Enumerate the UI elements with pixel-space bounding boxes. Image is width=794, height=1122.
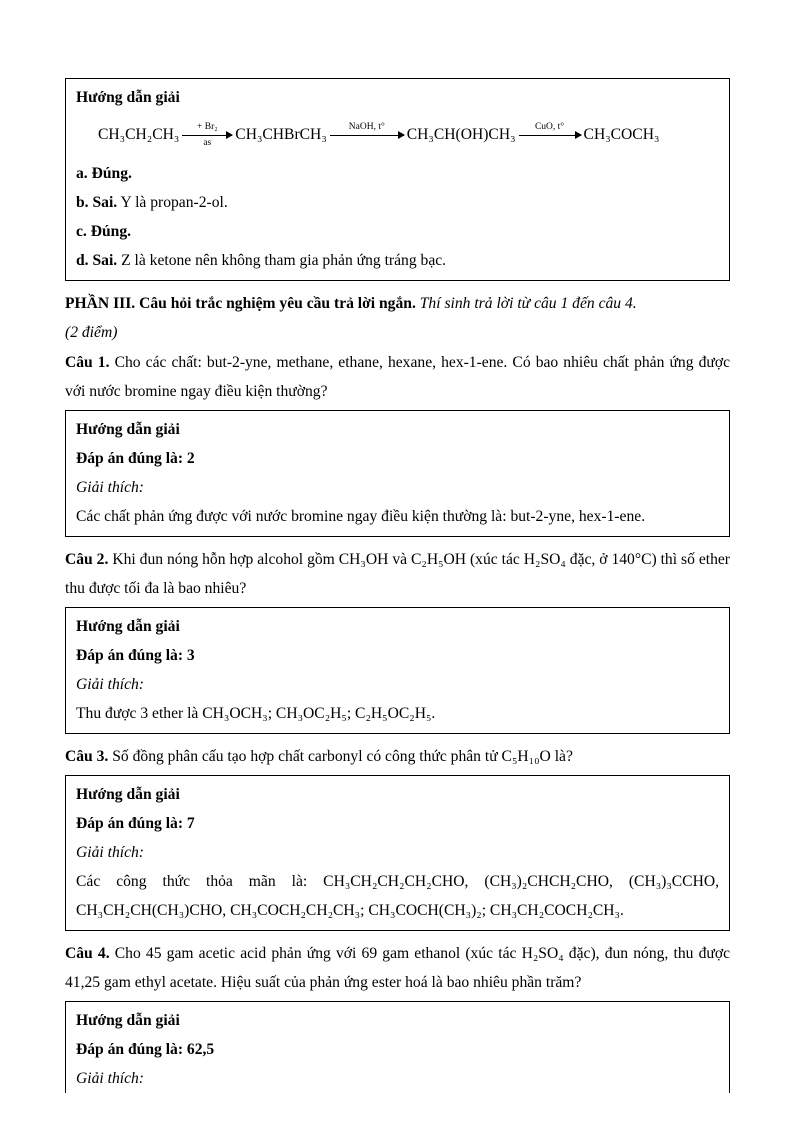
- explain-label: Giải thích:: [76, 1070, 144, 1087]
- solution-answer: Đáp án đúng là: 3: [76, 647, 195, 664]
- chemical-reaction-scheme: [76, 116, 719, 154]
- part-points: (2 điểm): [65, 324, 118, 341]
- solution-answer: Đáp án đúng là: 2: [76, 450, 195, 467]
- question-text: Cho 45 gam acetic acid phản ứng với 69 gam ethanol (xúc tác H₂SO₄ đặc), đun nóng, thu được 41,25 gam ethyl acetate. Hiệu suất của phản ứng ester hoá là bao nhiêu phần trăm?: [65, 945, 730, 991]
- statement-d: [76, 246, 719, 275]
- question-2: [65, 545, 730, 603]
- solution-box-2: [65, 607, 730, 734]
- solution-answer: Đáp án đúng là: 62,5: [76, 1041, 215, 1058]
- solution-box-1: [65, 410, 730, 537]
- solution-title: Hướng dẫn giải: [76, 89, 180, 106]
- arrow-top-label: NaOH, t°: [348, 121, 385, 132]
- formula-acetone: CH₃COCH₃: [583, 126, 660, 143]
- question-1: [65, 348, 730, 406]
- formula-propane: CH₃CH₂CH₃: [98, 126, 180, 143]
- explain-label: Giải thích:: [76, 479, 144, 496]
- solution-title: Hướng dẫn giải: [76, 618, 180, 635]
- statement-verdict: a. Đúng.: [76, 165, 132, 182]
- solution-title: Hướng dẫn giải: [76, 786, 180, 803]
- explain-label: Giải thích:: [76, 844, 144, 861]
- statement-verdict: b. Sai.: [76, 194, 118, 211]
- solution-title: Hướng dẫn giải: [76, 421, 180, 438]
- part-heading-bold: PHẦN III. Câu hỏi trắc nghiệm yêu cầu trả lời ngắn.: [65, 295, 416, 312]
- statement-c: [76, 217, 719, 246]
- right-arrow-icon: [519, 135, 581, 136]
- question-label: Câu 4.: [65, 945, 110, 962]
- question-text: Cho các chất: but-2-yne, methane, ethane, hexane, hex-1-ene. Có bao nhiêu chất phản ứng được với nước bromine ngay điều kiện thường?: [65, 354, 730, 400]
- explain-text: Các công thức thỏa mãn là: CH₃CH₂CH₂CH₂CHO, (CH₃)₂CHCH₂CHO, (CH₃)₃CCHO, CH₃CH₂CH(CH₃)CHO, CH₃COCH₂CH₂CH₃; CH₃COCH(CH₃)₂; CH₃CH₂COCH₂CH₃.: [76, 873, 719, 919]
- solution-box-abcd: [65, 78, 730, 281]
- reaction-arrow-1: [182, 122, 232, 149]
- arrow-top-label: + Br₂: [197, 121, 218, 132]
- question-text: Số đồng phân cấu tạo hợp chất carbonyl có công thức phân tử C₅H₁₀O là?: [108, 748, 573, 765]
- question-3: [65, 742, 730, 771]
- part-heading-italic: Thí sinh trả lời từ câu 1 đến câu 4.: [415, 295, 637, 312]
- question-4: [65, 939, 730, 997]
- arrow-bottom-label: as: [203, 137, 212, 148]
- right-arrow-icon: [330, 135, 404, 136]
- statement-text: Z là ketone nên không tham gia phản ứng tráng bạc.: [117, 252, 447, 269]
- reaction-arrow-3: [519, 122, 581, 149]
- question-label: Câu 1.: [65, 354, 110, 371]
- formula-propanol: CH₃CH(OH)CH₃: [406, 126, 516, 143]
- solution-box-4: [65, 1001, 730, 1093]
- explain-label: Giải thích:: [76, 676, 144, 693]
- part-heading: [65, 289, 730, 318]
- statement-a: [76, 159, 719, 188]
- statement-text: Y là propan-2-ol.: [117, 194, 228, 211]
- formula-bromopropane: CH₃CHBrCH₃: [235, 126, 327, 143]
- statement-b: [76, 188, 719, 217]
- explain-text: Thu được 3 ether là CH₃OCH₃; CH₃OC₂H₅; C₂H₅OC₂H₅.: [76, 705, 436, 722]
- arrow-top-label: CuO, t°: [534, 121, 565, 132]
- question-label: Câu 3.: [65, 748, 109, 765]
- solution-box-3: [65, 775, 730, 931]
- question-label: Câu 2.: [65, 551, 109, 568]
- statement-verdict: d. Sai.: [76, 252, 118, 269]
- solution-answer: Đáp án đúng là: 7: [76, 815, 195, 832]
- solution-title: Hướng dẫn giải: [76, 1012, 180, 1029]
- reaction-arrow-2: [330, 122, 404, 149]
- question-text: Khi đun nóng hỗn hợp alcohol gồm CH₃OH và C₂H₅OH (xúc tác H₂SO₄ đặc, ở 140°C) thì số ether thu được tối đa là bao nhiêu?: [65, 551, 730, 597]
- right-arrow-icon: [182, 135, 232, 136]
- explain-text: Các chất phản ứng được với nước bromine ngay điều kiện thường là: but-2-yne, hex-1-ene.: [76, 508, 646, 525]
- statement-verdict: c. Đúng.: [76, 223, 132, 240]
